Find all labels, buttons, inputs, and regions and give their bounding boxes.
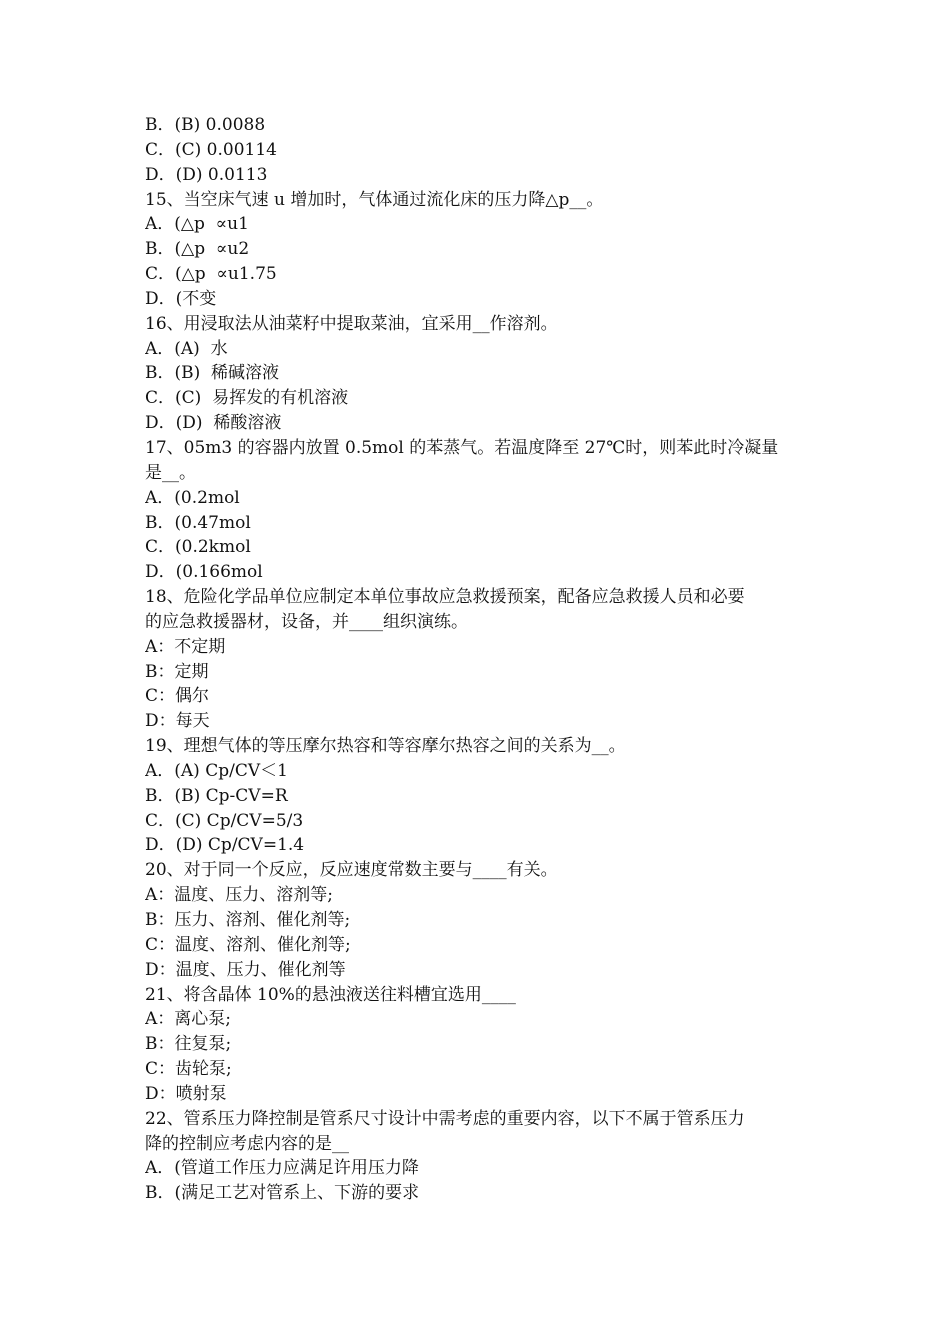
question-line: 21、将含晶体 10%的悬浊液送往料槽宜选用____ [145, 984, 516, 1005]
option-line: A：离心泵; [145, 1009, 232, 1030]
option-line: C．(C) 易挥发的有机溶液 [145, 388, 349, 409]
question-line: 20、对于同一个反应，反应速度常数主要与____有关。 [145, 860, 558, 881]
option-line: C：温度、溶剂、催化剂等; [145, 934, 351, 955]
option-line: D．(D) 0.0113 [145, 164, 268, 185]
option-line: A．(A) 水 [145, 338, 228, 359]
option-line: C：齿轮泵; [145, 1059, 232, 1080]
option-line: D．(0.166mol [145, 562, 263, 583]
question-line: 降的控制应考虑内容的是__ [145, 1133, 349, 1154]
option-line: D．(D) Cp/CV=1.4 [145, 835, 305, 856]
option-line: A：不定期 [145, 636, 226, 657]
option-line: B：压力、溶剂、催化剂等; [145, 910, 351, 930]
question-line: 19、理想气体的等压摩尔热容和等容摩尔热容之间的关系为__。 [145, 736, 626, 757]
option-line: D．(D) 稀酸溶液 [145, 413, 282, 434]
question-line: 18、危险化学品单位应制定本单位事故应急救援预案，配备应急救援人员和必要 [145, 587, 745, 608]
option-line: C．(C) Cp/CV=5/3 [145, 810, 304, 831]
option-line: C．(△p ∝u1.75 [145, 264, 277, 285]
option-line: A．(0.2mol [145, 487, 240, 508]
option-line: A．(管道工作压力应满足许用压力降 [145, 1158, 419, 1179]
option-line: D：温度、压力、催化剂等 [145, 959, 346, 980]
question-line: 16、用浸取法从油菜籽中提取菜油，宜采用__作溶剂。 [145, 313, 558, 334]
option-line: B．(B) Cp-CV=R [145, 785, 288, 806]
question-line: 22、管系压力降控制是管系尺寸设计中需考虑的重要内容，以下不属于管系压力 [145, 1108, 745, 1129]
question-line: 的应急救援器材，设备，并____组织演练。 [145, 611, 468, 632]
option-line: C：偶尔 [145, 686, 210, 707]
option-line: B．(0.47mol [145, 512, 251, 533]
option-line: D：每天 [145, 711, 210, 732]
option-line: A．(A) Cp/CV＜1 [145, 760, 288, 781]
question-line: 15、当空床气速 u 增加时，气体通过流化床的压力降△p__。 [145, 189, 604, 210]
option-line: B：定期 [145, 661, 209, 682]
option-line: B．(B) 0.0088 [145, 115, 266, 135]
option-line: A：温度、压力、溶剂等; [145, 885, 334, 906]
option-line: D．(不变 [145, 288, 217, 309]
question-line: 17、05m3 的容器内放置 0.5mol 的苯蒸气。若温度降至 27℃时，则苯此时冷凝量 [145, 437, 779, 458]
option-line: C．(0.2kmol [145, 537, 251, 558]
option-line: B．(△p ∝u2 [145, 239, 250, 260]
option-line: B：往复泵; [145, 1034, 232, 1055]
option-line: D：喷射泵 [145, 1083, 227, 1104]
question-line: 是__。 [145, 462, 196, 483]
option-line: A．(△p ∝u1 [145, 214, 249, 235]
exam-question-text [145, 113, 810, 1206]
option-line: C．(C) 0.00114 [145, 139, 277, 160]
option-line: B．(满足工艺对管系上、下游的要求 [145, 1183, 420, 1204]
option-line: B．(B) 稀碱溶液 [145, 363, 280, 384]
